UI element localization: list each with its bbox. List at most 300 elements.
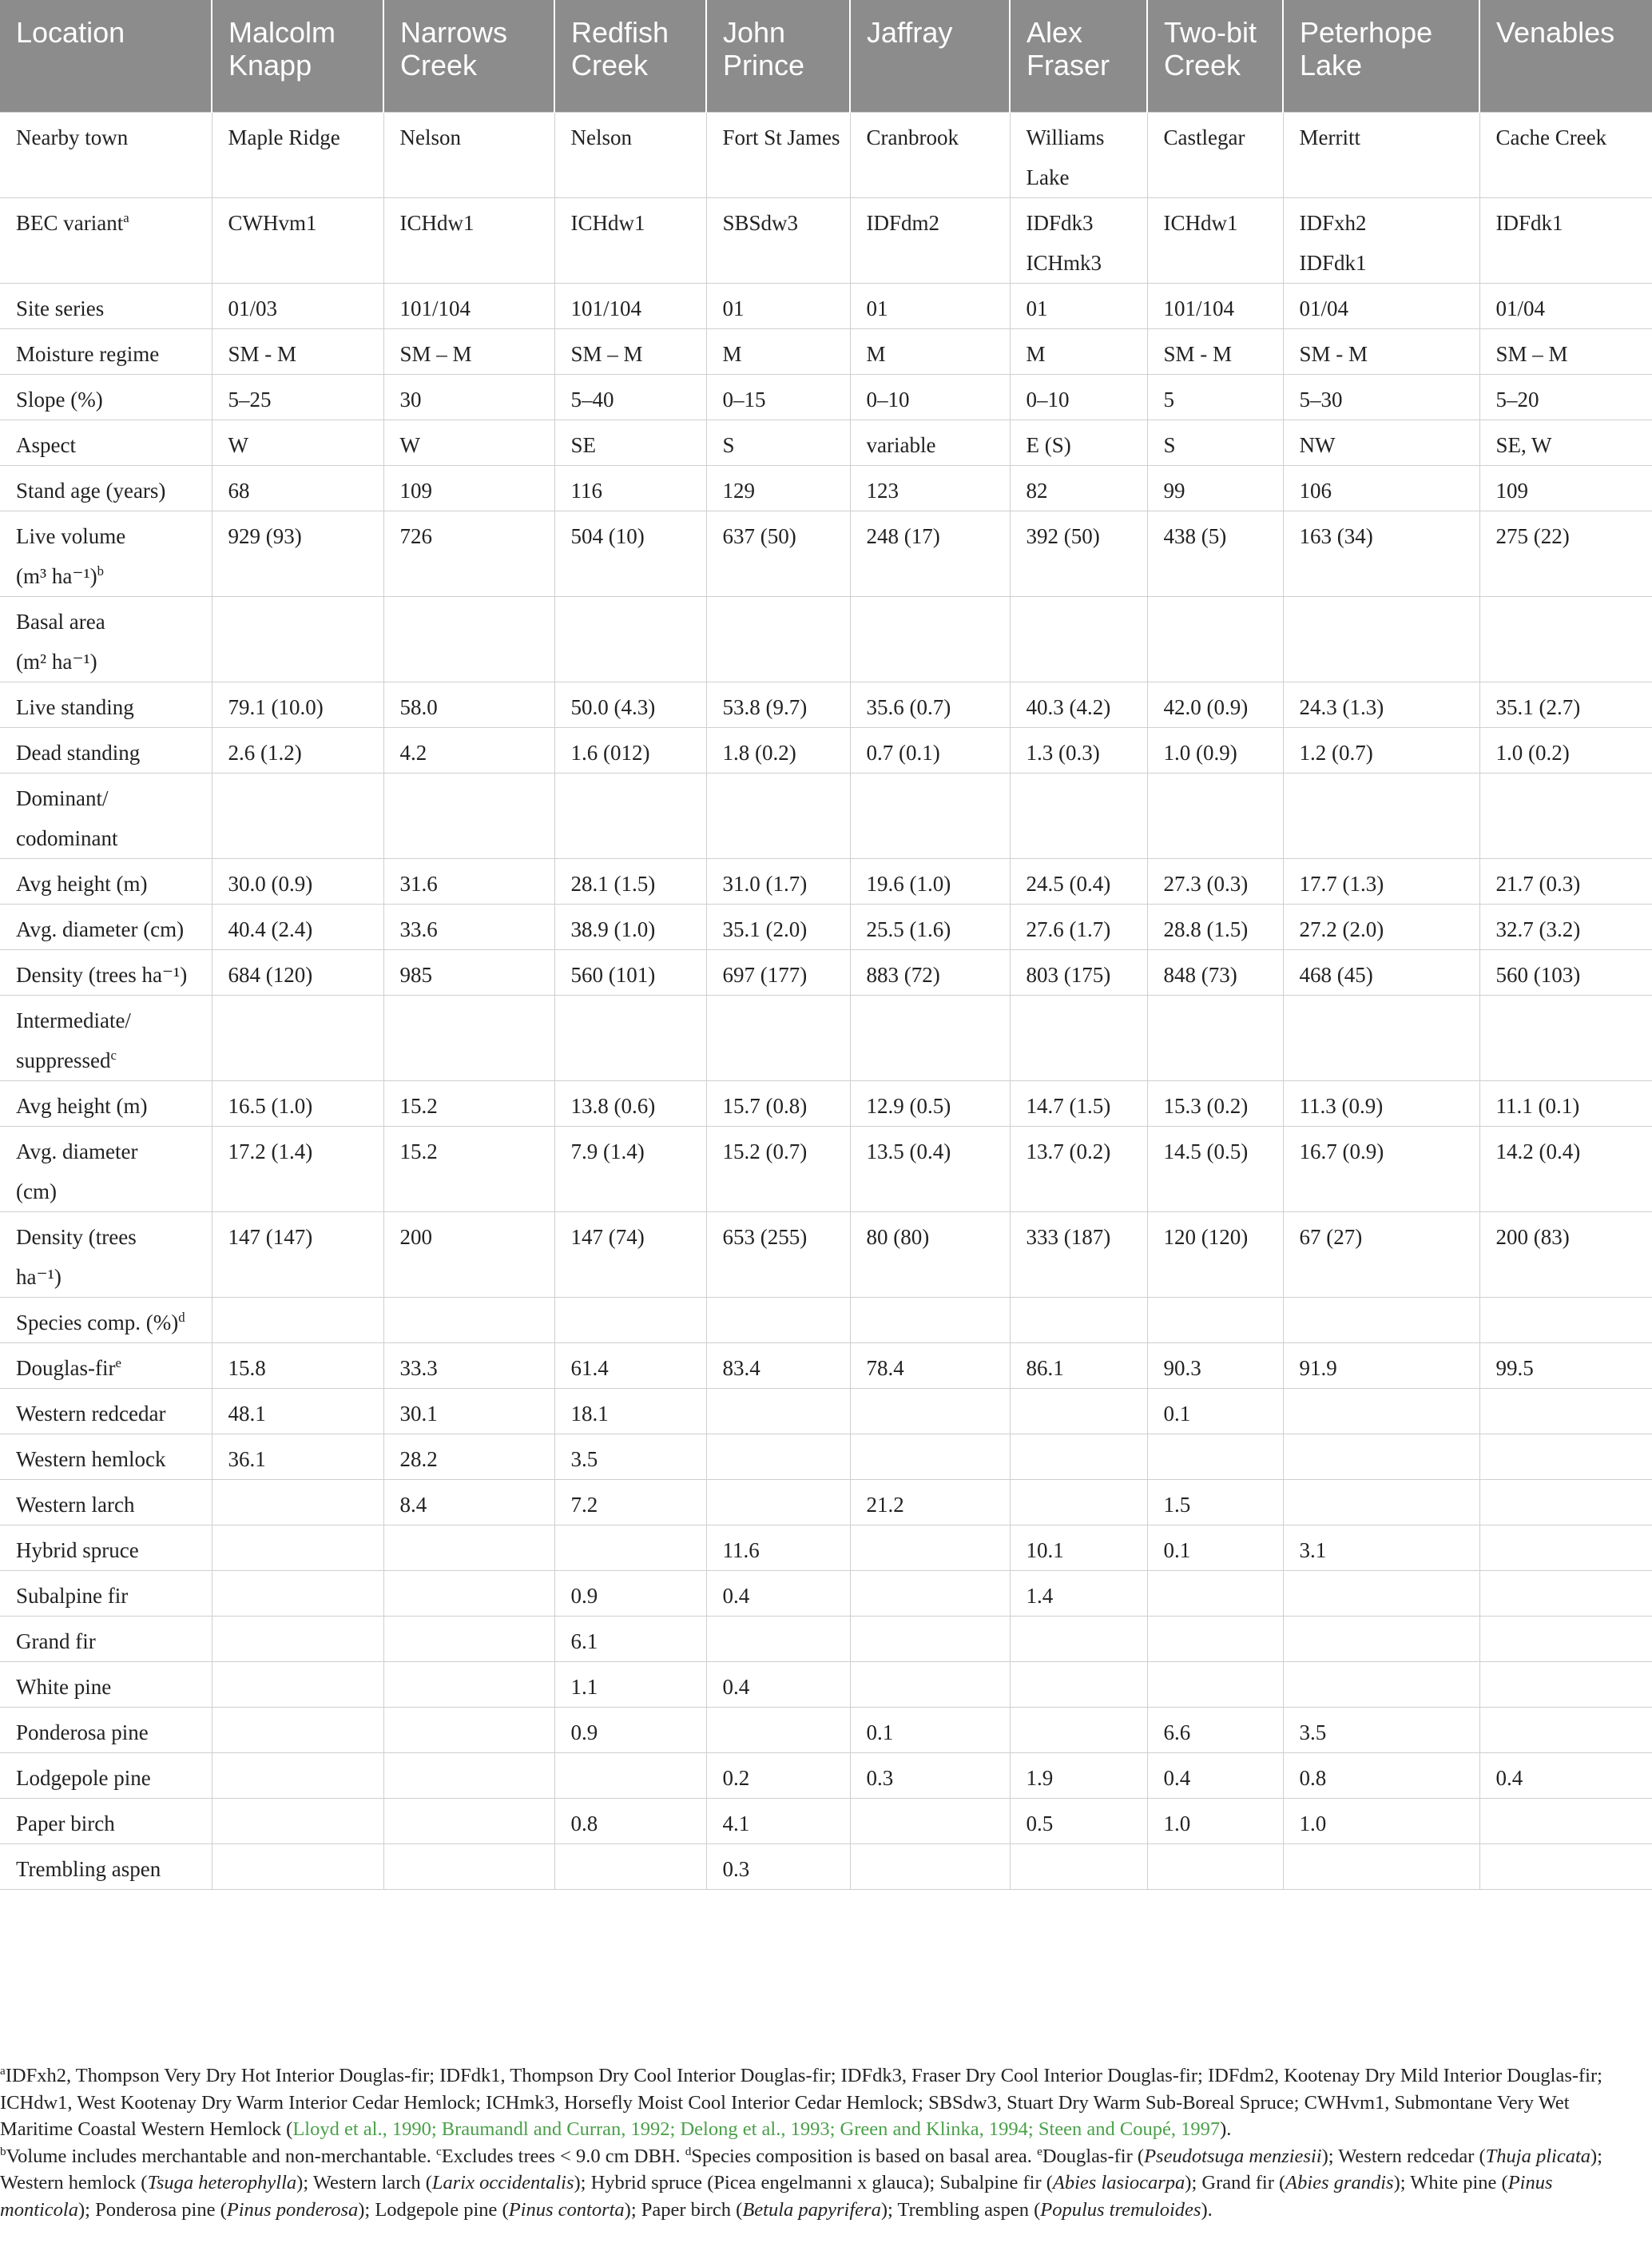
table-cell: 803 (175) [1010,949,1147,995]
footnote-a-citations: Lloyd et al., 1990; Braumandl and Curran, 1992; Delong et al., 1993; Green and Klinka, 1994; Steen and Coupé, 1997 [292,2118,1221,2140]
table-body [0,112,1652,1889]
species-common-name: Ponderosa pine [95,2198,216,2221]
row-label [0,465,212,511]
table-cell [212,1661,383,1707]
table-cell [1147,1661,1283,1707]
table-cell: 5–25 [212,374,383,420]
table-cell [1479,1707,1652,1752]
table-cell: 1.4 [1010,1570,1147,1616]
species-common-name: Western larch [312,2172,421,2193]
table-cell [850,1798,1010,1843]
species-common-name: Western hemlock [0,2172,137,2193]
table-cell: 0.4 [1147,1752,1283,1798]
table-cell: 1.3 (0.3) [1010,727,1147,773]
row-label-text: Dominant/ codominant [16,785,118,850]
table-cell [1010,1843,1147,1889]
table-cell: 27.3 (0.3) [1147,858,1283,904]
table-cell: 697 (177) [706,949,850,995]
table-cell: 929 (93) [212,511,383,596]
table-cell [1147,1570,1283,1616]
table-cell: 883 (72) [850,949,1010,995]
table-cell: 3.1 [1283,1525,1479,1570]
table-cell: ICHdw1 [383,197,554,283]
row-label-text: Hybrid spruce [16,1537,139,1562]
table-cell: 17.7 (1.3) [1283,858,1479,904]
table-cell: 333 (187) [1010,1211,1147,1297]
table-cell [212,1616,383,1661]
table-cell [383,1297,554,1342]
table-cell: 48.1 [212,1388,383,1434]
table-cell: 30 [383,374,554,420]
table-cell: 15.2 [383,1080,554,1126]
species-common-name: Subalpine fir [939,2172,1042,2193]
row-label [0,682,212,727]
column-header-location: Location [0,0,212,112]
table-cell: 1.0 (0.9) [1147,727,1283,773]
table-cell: 985 [383,949,554,995]
row-label [0,1798,212,1843]
table-cell [850,1661,1010,1707]
table-cell: 163 (34) [1283,511,1479,596]
row-label [0,1707,212,1752]
table-cell: 61.4 [554,1342,706,1388]
table-cell [850,1434,1010,1479]
table-row [0,858,1652,904]
footnote-d-text: Species composition is based on basal area. [691,2145,1038,2167]
table-footnotes [0,2062,1646,2223]
row-label-text: Nearby town [16,125,129,149]
table-cell: 123 [850,465,1010,511]
table-cell [850,1616,1010,1661]
table-cell [383,1525,554,1570]
table-cell [383,1616,554,1661]
table-cell [383,1798,554,1843]
footnote-marker: d [178,1309,185,1325]
row-label-text: Western larch [16,1492,135,1517]
row-label-text: Moisture regime [16,341,160,366]
row-label-text: Site series [16,296,105,320]
table-cell [850,1388,1010,1434]
table-cell: 32.7 (3.2) [1479,904,1652,949]
species-latin-name: Thuja plicata [1485,2145,1591,2167]
table-cell: SM – M [383,328,554,374]
table-row [0,112,1652,197]
table-cell: 7.9 (1.4) [554,1126,706,1211]
row-label [0,1080,212,1126]
table-cell [212,995,383,1080]
row-label [0,1126,212,1211]
table-row [0,1752,1652,1798]
table-cell: 653 (255) [706,1211,850,1297]
table-cell: 50.0 (4.3) [554,682,706,727]
table-cell: M [850,328,1010,374]
table-cell [1479,1434,1652,1479]
table-cell [1010,1707,1147,1752]
table-cell: 15.7 (0.8) [706,1080,850,1126]
table-cell: 248 (17) [850,511,1010,596]
row-label-text: Intermediate/ suppressed [16,1008,131,1072]
column-header-site: John Prince [706,0,850,112]
footnote-e-marker: e [1037,2144,1042,2158]
row-label [0,773,212,858]
table-cell: 4.1 [706,1798,850,1843]
table-cell [1283,1570,1479,1616]
table-cell [554,1752,706,1798]
table-cell: 30.1 [383,1388,554,1434]
table-cell: 5–30 [1283,374,1479,420]
table-cell: 28.1 (1.5) [554,858,706,904]
table-cell [1283,1843,1479,1889]
table-row [0,1297,1652,1342]
table-cell: 86.1 [1010,1342,1147,1388]
row-label-text: BEC variant [16,210,124,235]
table-cell [850,773,1010,858]
table-cell: 109 [1479,465,1652,511]
table-row [0,682,1652,727]
table-cell: 14.2 (0.4) [1479,1126,1652,1211]
table-row [0,374,1652,420]
table-cell [1010,1388,1147,1434]
table-cell: SM - M [212,328,383,374]
table-cell [706,1616,850,1661]
table-cell [383,773,554,858]
row-label-text: Avg height (m) [16,871,148,896]
table-cell [212,1479,383,1525]
table-cell: 0.4 [706,1570,850,1616]
table-cell: W [212,420,383,465]
table-row [0,1211,1652,1297]
table-row [0,1707,1652,1752]
table-cell [212,1843,383,1889]
table-cell: 0.4 [1479,1752,1652,1798]
row-label-text: Grand fir [16,1629,96,1653]
table-cell: 1.1 [554,1661,706,1707]
table-cell [554,773,706,858]
table-cell: 15.2 (0.7) [706,1126,850,1211]
row-label-text: Slope (%) [16,387,103,412]
table-cell [850,1843,1010,1889]
table-cell [1479,773,1652,858]
row-label [0,328,212,374]
row-label [0,1388,212,1434]
table-cell: M [706,328,850,374]
table-cell: IDFdk3 ICHmk3 [1010,197,1147,283]
table-cell: 147 (147) [212,1211,383,1297]
table-cell [383,1570,554,1616]
table-cell [1283,1661,1479,1707]
table-cell: 3.5 [554,1434,706,1479]
table-cell [1010,995,1147,1080]
table-row [0,727,1652,773]
table-cell: 0.1 [1147,1388,1283,1434]
table-cell [554,1525,706,1570]
table-cell: 13.5 (0.4) [850,1126,1010,1211]
table-cell [850,596,1010,682]
table-cell: 1.0 [1147,1798,1283,1843]
table-cell [212,1707,383,1752]
column-header-site: Alex Fraser [1010,0,1147,112]
table-cell: 6.1 [554,1616,706,1661]
row-label [0,727,212,773]
table-cell: 40.4 (2.4) [212,904,383,949]
table-cell [212,596,383,682]
column-header-site: Redfish Creek [554,0,706,112]
table-cell [554,995,706,1080]
table-cell [1479,596,1652,682]
species-latin-name: Pseudotsuga menziesii [1144,2145,1322,2167]
table-cell [212,1752,383,1798]
species-latin-name: Tsuga heterophylla [147,2172,297,2193]
table-cell: Maple Ridge [212,112,383,197]
table-cell: 01 [850,283,1010,328]
table-cell: 8.4 [383,1479,554,1525]
table-cell [1147,1616,1283,1661]
table-cell: 1.8 (0.2) [706,727,850,773]
table-cell: 1.9 [1010,1752,1147,1798]
table-cell: M [1010,328,1147,374]
table-cell: 109 [383,465,554,511]
table-cell: 78.4 [850,1342,1010,1388]
row-label [0,1661,212,1707]
table-cell: 42.0 (0.9) [1147,682,1283,727]
table-cell: 21.7 (0.3) [1479,858,1652,904]
row-label-text: Western hemlock [16,1446,166,1471]
table-row [0,995,1652,1080]
footnote-a [0,2062,1646,2143]
table-row [0,596,1652,682]
table-cell [706,1434,850,1479]
table-cell: 16.5 (1.0) [212,1080,383,1126]
table-row [0,465,1652,511]
table-cell: 560 (101) [554,949,706,995]
table-cell: Williams Lake [1010,112,1147,197]
table-cell [554,1843,706,1889]
table-cell: 106 [1283,465,1479,511]
table-cell: 35.1 (2.7) [1479,682,1652,727]
table-cell: 0.9 [554,1707,706,1752]
table-row [0,283,1652,328]
table-cell: 99 [1147,465,1283,511]
row-label [0,283,212,328]
species-latin-name: Abies grandis [1285,2172,1394,2193]
table-row [0,1080,1652,1126]
table-cell [1283,1297,1479,1342]
species-common-name: Western redcedar [1338,2145,1475,2167]
table-cell: 5–40 [554,374,706,420]
table-cell: 129 [706,465,850,511]
table-cell: SM – M [554,328,706,374]
table-cell: 147 (74) [554,1211,706,1297]
table-cell [706,1479,850,1525]
table-cell: 0.8 [554,1798,706,1843]
table-cell: 0–10 [1010,374,1147,420]
table-cell [1010,1434,1147,1479]
table-cell: 15.8 [212,1342,383,1388]
footnote-marker: c [110,1047,117,1063]
table-cell: S [1147,420,1283,465]
table-cell [212,1297,383,1342]
table-cell [554,1297,706,1342]
table-cell: 91.9 [1283,1342,1479,1388]
table-cell: 80 (80) [850,1211,1010,1297]
table-cell: 25.5 (1.6) [850,904,1010,949]
row-label [0,1752,212,1798]
table-cell: 0.7 (0.1) [850,727,1010,773]
table-cell [1010,1661,1147,1707]
table-cell: 4.2 [383,727,554,773]
row-label [0,1616,212,1661]
table-cell [1147,596,1283,682]
table-row [0,1126,1652,1211]
table-cell: 01 [1010,283,1147,328]
footnote-marker: a [123,209,129,225]
row-label-text: Paper birch [16,1811,115,1835]
table-cell: 11.1 (0.1) [1479,1080,1652,1126]
table-row [0,1388,1652,1434]
row-label [0,904,212,949]
column-header-site: Two-bit Creek [1147,0,1283,112]
table-cell [383,1843,554,1889]
table-row [0,1616,1652,1661]
species-latin-name: Picea engelmanni x glauca [713,2172,923,2193]
table-cell [383,1661,554,1707]
table-cell: 0–10 [850,374,1010,420]
table-cell: 468 (45) [1283,949,1479,995]
table-cell: 504 (10) [554,511,706,596]
table-cell: variable [850,420,1010,465]
table-cell: 0.1 [850,1707,1010,1752]
table-cell: 116 [554,465,706,511]
table-cell: 11.6 [706,1525,850,1570]
table-cell: IDFdk1 [1479,197,1652,283]
table-cell: 35.6 (0.7) [850,682,1010,727]
row-label [0,112,212,197]
table-cell [706,995,850,1080]
table-cell [706,1388,850,1434]
table-cell: 637 (50) [706,511,850,596]
table-cell: 01 [706,283,850,328]
row-label-text: Dead standing [16,740,141,765]
table-cell: Fort St James [706,112,850,197]
table-cell: 5 [1147,374,1283,420]
table-cell: 1.2 (0.7) [1283,727,1479,773]
table-cell: 24.5 (0.4) [1010,858,1147,904]
table-cell [212,1570,383,1616]
column-header-site: Venables [1479,0,1652,112]
table-cell: 275 (22) [1479,511,1652,596]
species-common-name: Trembling aspen [897,2198,1029,2221]
table-cell: 79.1 (10.0) [212,682,383,727]
table-row [0,949,1652,995]
table-row [0,1479,1652,1525]
table-cell: 01/04 [1283,283,1479,328]
row-label-text: Western redcedar [16,1401,166,1426]
table-cell [1147,1434,1283,1479]
table-cell: 14.5 (0.5) [1147,1126,1283,1211]
table-cell: 0.1 [1147,1525,1283,1570]
row-label [0,1211,212,1297]
table-cell: NW [1283,420,1479,465]
table-row [0,1843,1652,1889]
table-cell: 726 [383,511,554,596]
row-label-text: Avg height (m) [16,1093,148,1118]
table-cell [1479,1525,1652,1570]
table-cell: ICHdw1 [1147,197,1283,283]
table-cell: 101/104 [554,283,706,328]
table-cell: 5–20 [1479,374,1652,420]
species-latin-name: Populus tremuloides [1040,2198,1201,2221]
table-cell [850,1297,1010,1342]
species-latin-name: Pinus contorta [508,2198,625,2221]
row-label-text: Lodgepole pine [16,1765,151,1790]
species-common-name: Douglas-fir [1042,2145,1133,2167]
table-cell: 848 (73) [1147,949,1283,995]
table-cell: 36.1 [212,1434,383,1479]
table-cell: 0.8 [1283,1752,1479,1798]
column-header-site: Narrows Creek [383,0,554,112]
table-cell [212,773,383,858]
row-label-text: Aspect [16,432,76,457]
table-cell: 0.9 [554,1570,706,1616]
table-row [0,773,1652,858]
table-cell [850,1525,1010,1570]
table-cell [1479,995,1652,1080]
table-cell: 31.0 (1.7) [706,858,850,904]
table-row [0,1798,1652,1843]
table-cell [1010,596,1147,682]
table-cell: 33.3 [383,1342,554,1388]
table-row [0,420,1652,465]
species-latin-name: Pinus ponderosa [226,2198,359,2221]
table-cell [1283,1388,1479,1434]
table-cell: 83.4 [706,1342,850,1388]
table-row [0,511,1652,596]
row-label [0,1570,212,1616]
row-label [0,1297,212,1342]
table-cell: 438 (5) [1147,511,1283,596]
table-cell: CWHvm1 [212,197,383,283]
row-label-text: Live volume (m³ ha⁻¹) [16,523,126,588]
table-cell: 21.2 [850,1479,1010,1525]
table-cell: 31.6 [383,858,554,904]
footnote-a-marker: a [0,2063,6,2078]
footnote-bcde [0,2143,1646,2224]
column-header-site: Malcolm Knapp [212,0,383,112]
table-cell: 33.6 [383,904,554,949]
table-cell: 68 [212,465,383,511]
table-cell: 1.5 [1147,1479,1283,1525]
table-cell: SE, W [1479,420,1652,465]
table-cell: 0.4 [706,1661,850,1707]
table-cell [554,596,706,682]
row-label [0,1479,212,1525]
table-cell: 2.6 (1.2) [212,727,383,773]
table-cell: 200 (83) [1479,1211,1652,1297]
row-label [0,1525,212,1570]
table-cell: 24.3 (1.3) [1283,682,1479,727]
footnote-c-marker: c [435,2144,442,2158]
table-cell: 1.0 [1283,1798,1479,1843]
table-cell [1283,1434,1479,1479]
table-cell: 392 (50) [1010,511,1147,596]
row-label-text: Avg. diameter (cm) [16,917,185,941]
table-cell [1147,1297,1283,1342]
table-row [0,1661,1652,1707]
table-cell: 18.1 [554,1388,706,1434]
table-cell [706,1297,850,1342]
table-cell: 120 (120) [1147,1211,1283,1297]
row-label-text: Douglas-fir [16,1355,116,1380]
